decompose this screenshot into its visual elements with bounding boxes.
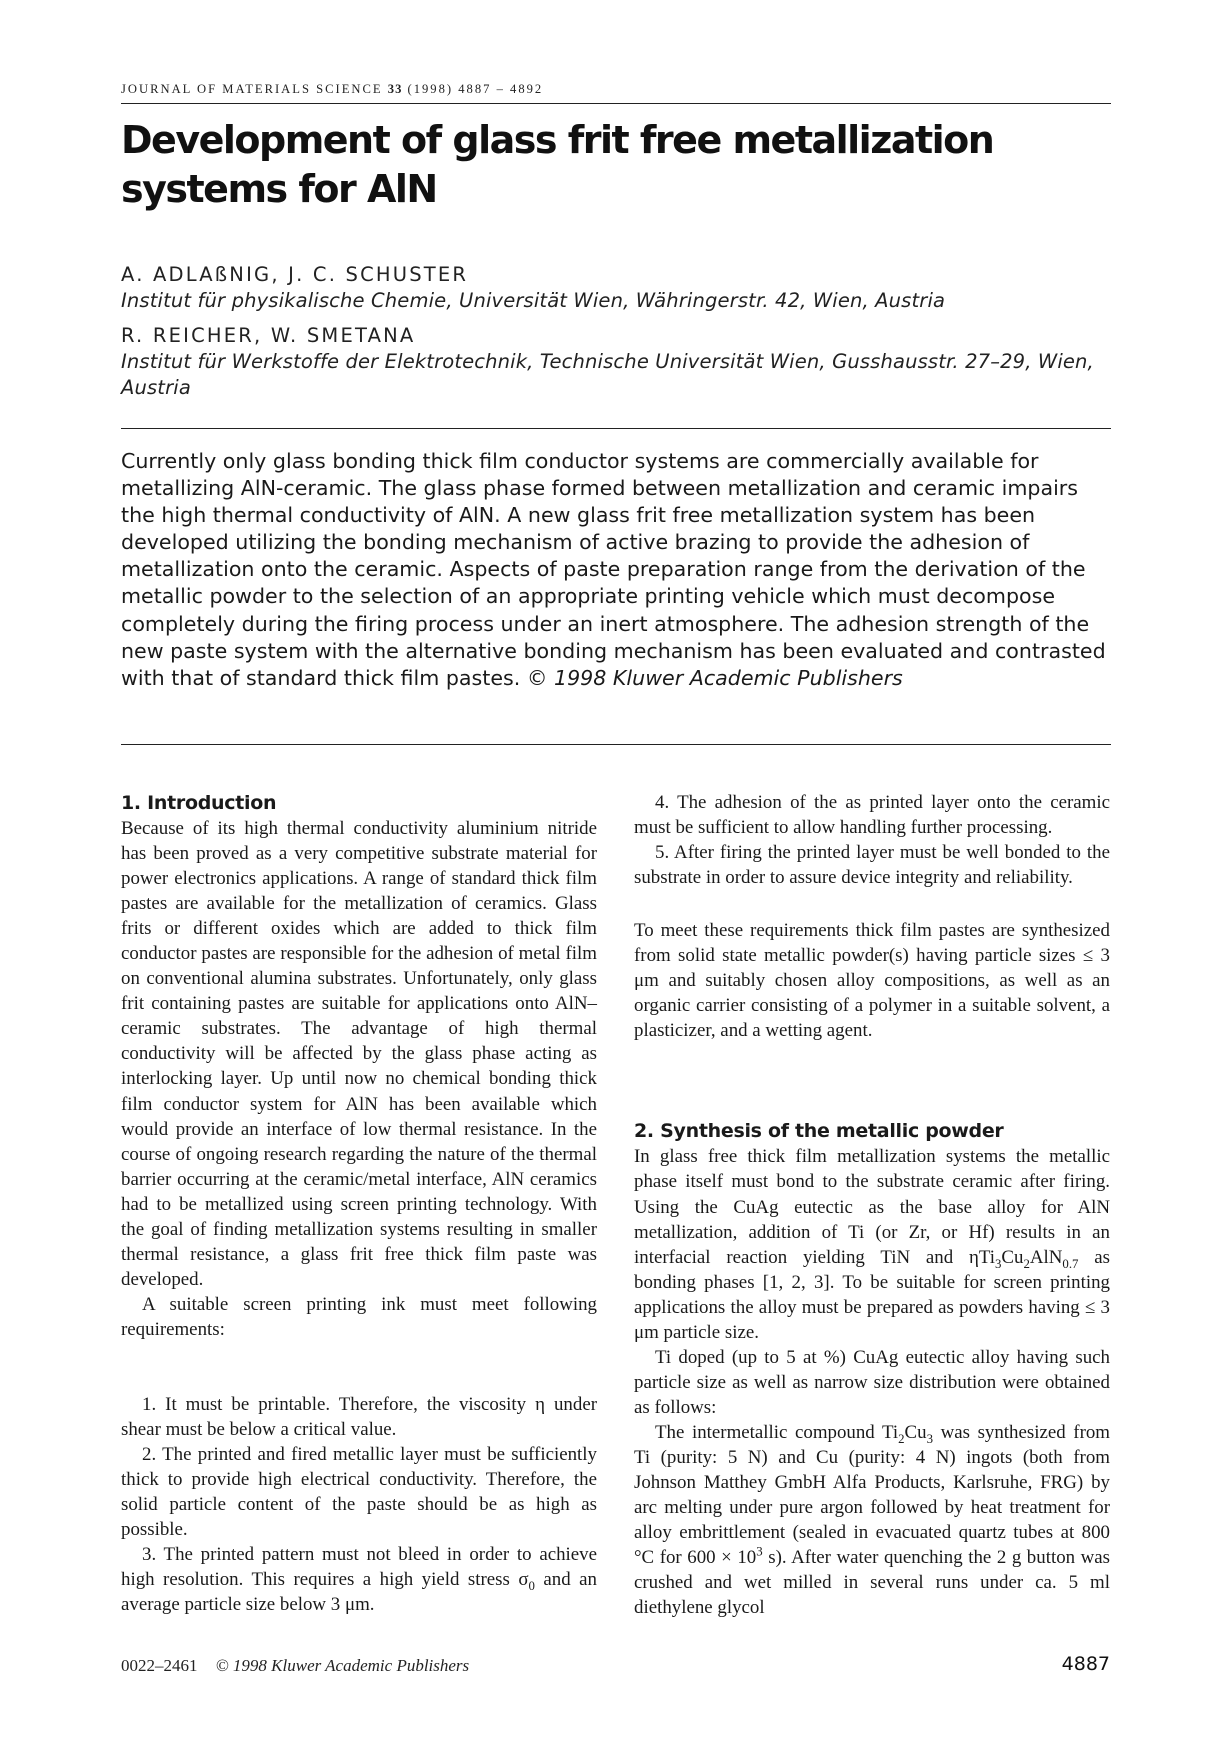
paragraph-text: s). After water quenching the 2 g button was crushed and wet milled in several runs under ca. 5 ml diethylene glycol [634, 1547, 1111, 1619]
author-names: A. ADLAßNIG, J. C. SCHUSTER [121, 263, 469, 286]
left-column [121, 790, 597, 1617]
subscript: 2 [898, 1431, 905, 1446]
abstract-bottom-rule [121, 744, 1111, 745]
paragraph-text: Cu [904, 1421, 927, 1443]
author-names: R. REICHER, W. SMETANA [121, 324, 416, 347]
header-rule [121, 103, 1111, 104]
paragraph-text: as bonding phases [1, 2, 3]. To be suitable for screen printing applications the alloy must be prepared as powders having ≤ 3 μm particle size. [634, 1246, 1110, 1343]
section-heading: 2. Synthesis of the metallic powder [634, 1120, 1004, 1143]
author-affiliation: Institut für Werkstoffe der Elektrotechnik, Technische Universität Wien, Gusshausstr. 27–29, Wien, Austria [121, 350, 1094, 399]
abstract [121, 448, 1111, 692]
paragraph: A suitable screen printing ink must meet following requirements: [121, 1293, 597, 1340]
spacer [634, 1043, 1110, 1093]
abstract-top-rule [121, 428, 1111, 429]
paragraph: To meet these requirements thick film pastes are synthesized from solid state metallic powder(s) having particle sizes ≤ 3 μm and suitably chosen alloy compositions, as well as an organic carrier consisting of a polymer in a suitable solvent, a plasticizer, and a wetting agent. [634, 920, 1110, 1042]
spacer [121, 1342, 597, 1392]
subscript: 2 [1023, 1256, 1030, 1271]
journal-year-pages: (1998) 4887 – 4892 [407, 82, 544, 96]
subscript: 0 [528, 1579, 535, 1594]
list-item: 4. The adhesion of the as printed layer onto the ceramic must be sufficient to allow handling further processing. [634, 792, 1110, 839]
paragraph-text: AlN [1029, 1246, 1063, 1268]
footer-left [121, 1656, 469, 1676]
spacer [634, 890, 1110, 918]
issn: 0022–2461 [121, 1656, 198, 1675]
page-number: 4887 [1061, 1653, 1110, 1675]
paragraph: Because of its high thermal conductivity aluminium nitride has been proved as a very competitive substrate material for power electronics applications. A range of standard thick film pastes are available for the metallization of ceramics. Glass frits or different oxides which are added to thick film conductor pastes are responsible for the adhesion of metal film on conventional alumina substrates. Unfortunately, only glass frit containing pastes are suitable for applications onto AlN–ceramic substrates. The advantage of high thermal conductivity will be affected by the glass phase acting as interlocking layer. Up until now no chemical bonding thick film conductor system for AlN has been available which would provide an interface of low thermal resistance. In the course of ongoing research regarding the nature of the thermal barrier occurring at the ceramic/metal interface, AlN ceramics had to be metallized using screen printing technology. With the goal of finding metallization systems resulting in smaller thermal resistance, a glass frit free thick film paste was developed. [121, 818, 597, 1290]
list-item [121, 1542, 597, 1617]
abstract-text: Currently only glass bonding thick film conductor systems are commercially available for metallizing AlN-ceramic. The glass phase formed between metallization and ceramic impairs the high thermal conductivity of AlN. A new glass frit free metallization system has been developed utilizing the bonding mechanism of active brazing to provide the adhesion of metallization onto the ceramic. Aspects of paste preparation range from the derivation of the metallic powder to the selection of an appropriate printing vehicle which must decompose completely during the firing process under an inert atmosphere. The adhesion strength of the new paste system with the alternative bonding mechanism has been evaluated and contrasted with that of standard thick film pastes. [121, 449, 1106, 690]
section-heading: 1. Introduction [121, 792, 277, 814]
article-title: Development of glass frit free metallization systems for AlN [121, 118, 994, 211]
paragraph-text: was synthesized from Ti (purity: 5 N) and Cu (purity: 4 N) ingots (both from Johnson Matthey GmbH Alfa Products, Karlsruhe, FRG) by arc melting under pure argon followed by heat treatment for alloy embrittlement (sealed in evacuated quartz tubes at 800 °C for 600 × 10 [634, 1421, 1111, 1569]
paragraph: Ti doped (up to 5 at %) CuAg eutectic alloy having such particle size as well as narrow size distribution were obtained as follows: [634, 1346, 1110, 1418]
subscript: 0.7 [1062, 1256, 1079, 1271]
footer-copyright: © 1998 Kluwer Academic Publishers [215, 1656, 470, 1675]
subscript: 3 [926, 1431, 934, 1446]
superscript: 3 [756, 1544, 763, 1559]
paragraph-text: Cu [1001, 1246, 1024, 1268]
paragraph-text: In glass free thick film metallization systems the metallic phase itself must bond to the substrate ceramic after firing. Using the CuAg eutectic as the base alloy for AlN metallization, addition of Ti (or Zr, or Hf) results in an interfacial reaction yielding TiN and ηTi [634, 1146, 1110, 1268]
paragraph [634, 1144, 1110, 1344]
right-column [634, 790, 1110, 1620]
list-item: 1. It must be printable. Therefore, the viscosity η under shear must be below a critical value. [121, 1393, 597, 1441]
spacer [634, 1093, 1110, 1118]
author-affiliation: Institut für physikalische Chemie, Universität Wien, Währingerstr. 42, Wien, Austria [121, 289, 946, 312]
journal-name: JOURNAL OF MATERIALS SCIENCE [121, 82, 383, 96]
journal-volume: 33 [387, 82, 403, 96]
list-item-text: 3. The printed pattern must not bleed in order to achieve high resolution. This requires a high yield stress σ [121, 1544, 597, 1591]
paragraph [634, 1420, 1110, 1620]
abstract-copyright: © 1998 Kluwer Academic Publishers [526, 665, 903, 690]
list-item-text: and an average particle size below 3 μm. [121, 1569, 597, 1616]
paragraph-text: The intermetallic compound Ti [655, 1421, 899, 1443]
list-item: 5. After firing the printed layer must be well bonded to the substrate in order to assure device integrity and reliability. [634, 842, 1110, 889]
running-head [121, 82, 1111, 97]
subscript: 3 [994, 1256, 1002, 1271]
list-item: 2. The printed and fired metallic layer must be sufficiently thick to provide high electrical conductivity. Therefore, the solid particle content of the paste should be as high as possible. [121, 1444, 597, 1541]
